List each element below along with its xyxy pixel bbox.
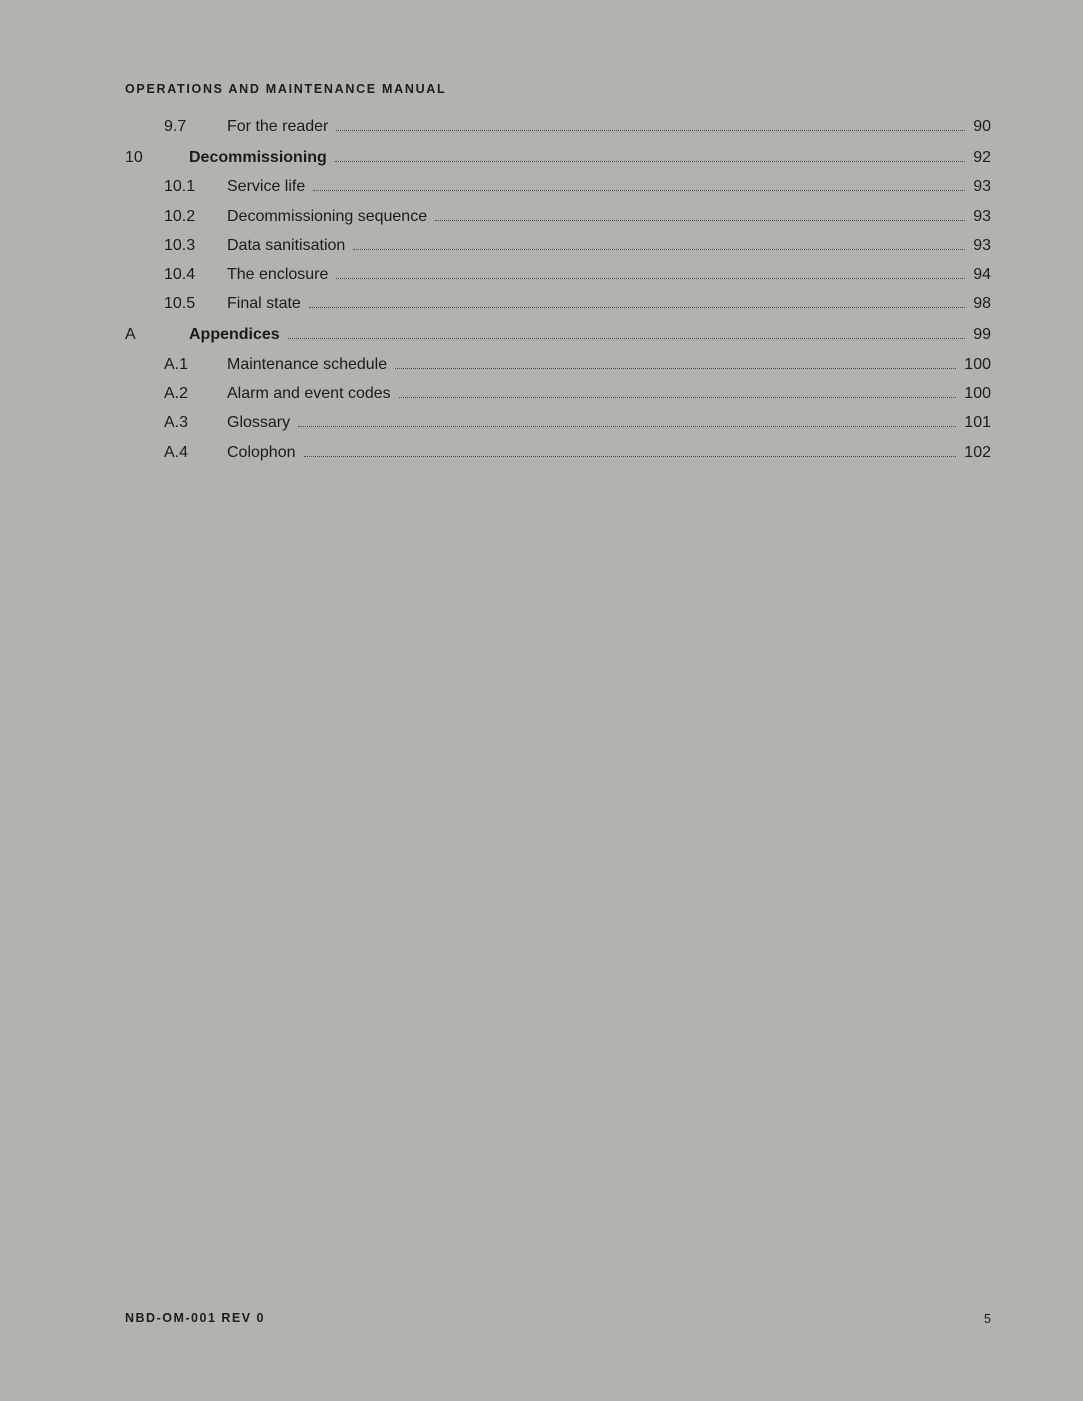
toc-entry[interactable]: [125, 413, 991, 433]
toc-entry[interactable]: [125, 443, 991, 463]
toc-entry-title: Decommissioning sequence: [227, 207, 428, 225]
toc-entry-number: 10: [125, 149, 143, 166]
toc-entry-number: 10.3: [164, 236, 196, 254]
dot-leader: [298, 426, 956, 427]
table-of-contents: [125, 117, 991, 472]
toc-entry-page: 92: [973, 149, 991, 166]
toc-entry-page: 98: [973, 295, 991, 313]
toc-entry-page: 99: [973, 326, 991, 344]
toc-entry[interactable]: [125, 355, 991, 375]
toc-entry-title: Data sanitisation: [227, 236, 346, 254]
toc-entry[interactable]: [125, 207, 991, 227]
dot-leader: [336, 278, 965, 279]
toc-entry-page: 90: [973, 118, 991, 135]
toc-entry-page: 94: [973, 266, 991, 284]
toc-entry[interactable]: [125, 384, 991, 404]
toc-entry[interactable]: [125, 265, 991, 285]
running-header: OPERATIONS AND MAINTENANCE MANUAL: [125, 82, 447, 96]
toc-entry-page: 100: [964, 355, 991, 373]
dot-leader: [288, 338, 966, 339]
toc-entry-page: 102: [964, 443, 991, 461]
toc-entry-number: 10.4: [164, 266, 196, 284]
toc-entry-number: A.2: [164, 385, 189, 403]
toc-entry-number: 9.7: [164, 118, 187, 135]
toc-entry-number: A.4: [164, 443, 189, 461]
toc-entry-title: The enclosure: [227, 266, 329, 284]
page-number: 5: [984, 1312, 991, 1326]
dot-leader: [309, 307, 965, 308]
dot-leader: [353, 249, 965, 250]
toc-entry-title: Alarm and event codes: [227, 385, 391, 403]
toc-entry-title: For the reader: [227, 118, 329, 135]
toc-entry-page: 93: [973, 236, 991, 254]
toc-entry[interactable]: [125, 294, 991, 314]
toc-entry-title: Maintenance schedule: [227, 355, 388, 373]
dot-leader: [313, 190, 965, 191]
toc-entry[interactable]: [125, 117, 991, 137]
dot-leader: [336, 130, 965, 131]
dot-leader: [435, 220, 965, 221]
toc-entry-title: Service life: [227, 178, 306, 196]
toc-entry-page: 93: [973, 178, 991, 196]
toc-entry-number: 10.2: [164, 207, 196, 225]
toc-entry-number: A.1: [164, 355, 189, 373]
toc-entry-page: 100: [964, 385, 991, 403]
dot-leader: [395, 368, 956, 369]
dot-leader: [399, 397, 957, 398]
toc-entry-title: Glossary: [227, 414, 291, 432]
toc-entry-page: 101: [964, 414, 991, 432]
toc-entry-title: Decommissioning: [189, 149, 327, 166]
toc-entry-title: Final state: [227, 295, 301, 313]
toc-entry-number: 10.1: [164, 178, 196, 196]
toc-entry-number: 10.5: [164, 295, 196, 313]
toc-chapter-entry[interactable]: [125, 148, 991, 168]
dot-leader: [335, 161, 965, 162]
toc-entry[interactable]: [125, 236, 991, 256]
toc-entry-page: 93: [973, 207, 991, 225]
document-id: NBD-OM-001 REV 0: [125, 1311, 265, 1325]
toc-entry-title: Appendices: [189, 326, 280, 344]
toc-entry-number: A: [125, 326, 136, 344]
dot-leader: [304, 456, 957, 457]
toc-chapter-entry[interactable]: [125, 325, 991, 345]
toc-entry-number: A.3: [164, 414, 189, 432]
toc-entry-title: Colophon: [227, 443, 296, 461]
toc-entry[interactable]: [125, 177, 991, 197]
